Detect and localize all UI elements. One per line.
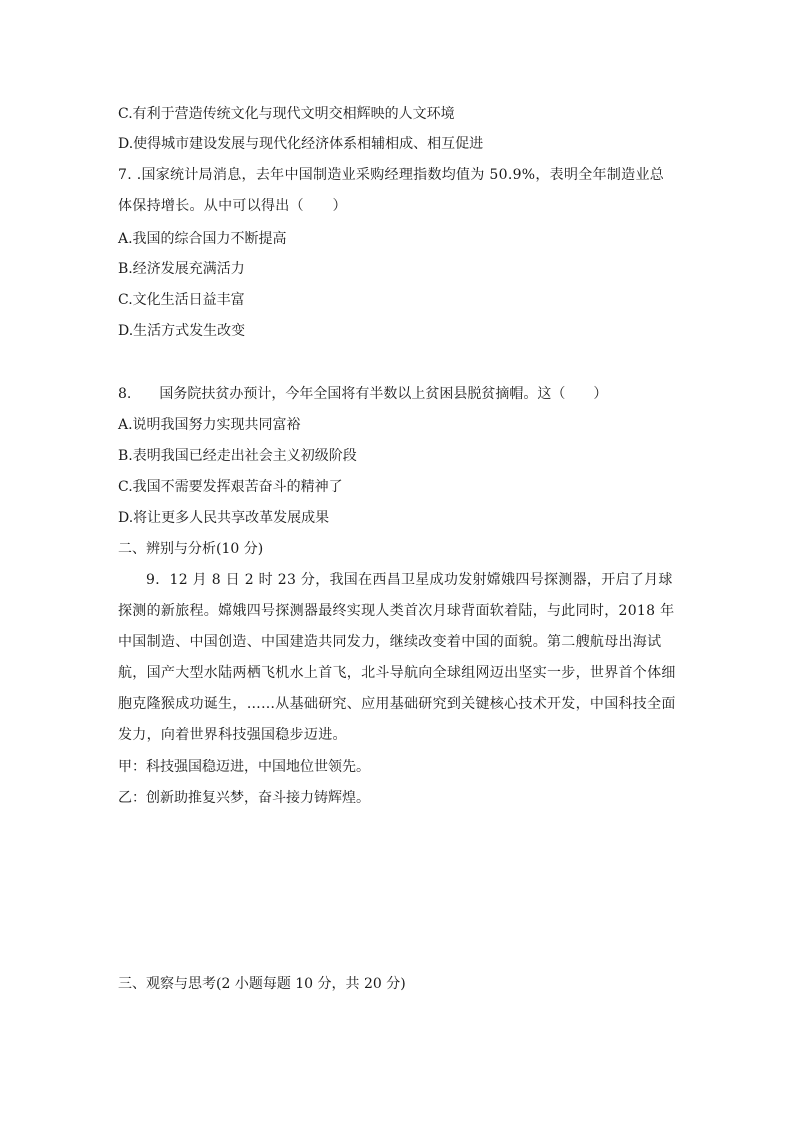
q8-option-a: A.说明我国努力实现共同富裕 — [118, 417, 301, 433]
section-3-heading: 三、观察与思考(2 小题每题 10 分，共 20 分) — [118, 976, 406, 992]
q7-option-d: D.生活方式发生改变 — [118, 323, 246, 339]
q9-statement-yi: 乙：创新助推复兴梦，奋斗接力铸辉煌。 — [118, 790, 370, 806]
q6-option-c: C.有利于营造传统文化与现代文明交相辉映的人文环境 — [118, 106, 455, 122]
q9-statement-jia: 甲：科技强国稳迈进，中国地位世领先。 — [118, 759, 370, 775]
q8-option-c: C.我国不需要发挥艰苦奋斗的精神了 — [118, 479, 343, 495]
q8-option-d: D.将让更多人民共享改革发展成果 — [118, 510, 330, 526]
q6-option-d: D.使得城市建设发展与现代化经济体系相辅相成、相互促进 — [118, 136, 484, 152]
q7-option-a: A.我国的综合国力不断提高 — [118, 231, 287, 247]
q7-stem: 7. .国家统计局消息，去年中国制造业采购经理指数均值为 50.9%，表明全年制造业总体保持增长。从中可以得出（ ） — [118, 167, 665, 214]
q8-stem: 8. 国务院扶贫办预计，今年全国将有半数以上贫困县脱贫摘帽。这（ ） — [118, 386, 608, 402]
q8-option-b: B.表明我国已经走出社会主义初级阶段 — [118, 448, 357, 464]
section-2-heading: 二、辨别与分析(10 分) — [118, 541, 264, 557]
q7-option-b: B.经济发展充满活力 — [118, 261, 245, 277]
q7-option-c: C.文化生活日益丰富 — [118, 292, 245, 308]
q9-body: 9．12 月 8 日 2 时 23 分，我国在西昌卫星成功发射嫦娥四号探测器，开启了月球探测的新旅程。嫦娥四号探测器最终实现人类首次月球背面软着陆，与此同时，2018 年中国制造、中国创造、中国建造共同发力，继续改变着中国的面貌。第二艘航母出海试航，国产大型水陆两栖飞机水上首飞，北斗导航向全球组网迈出坚实一步，世界首个体细胞克隆猴成功诞生，……从基础研究、应用基础研究到关键核心技术开发，中国科技全面发力，向着世界科技强国稳步迈进。 — [118, 572, 676, 743]
